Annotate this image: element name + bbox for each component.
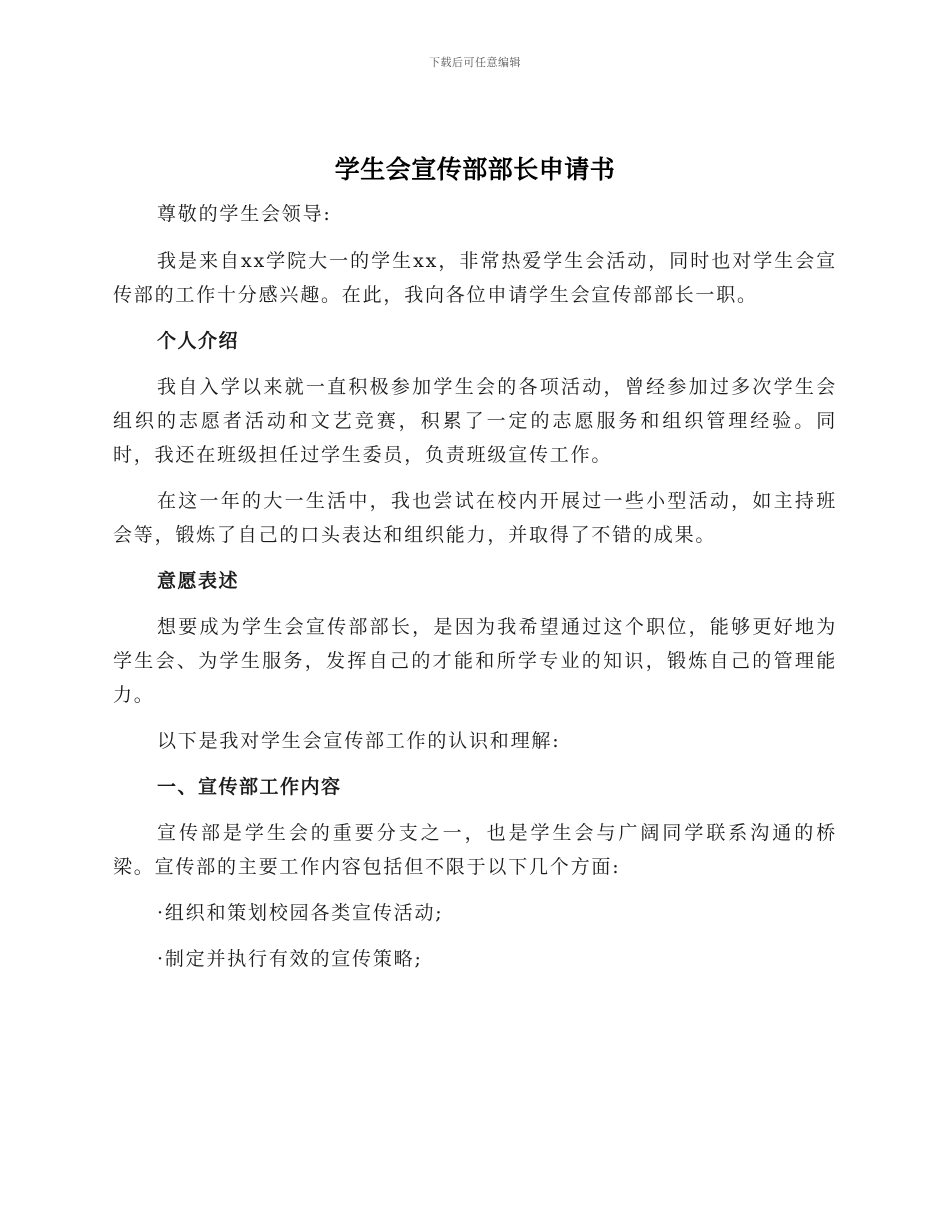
page-header: 下载后可任意编辑: [429, 56, 521, 69]
personal-paragraph-2: 在这一年的大一生活中，我也尝试在校内开展过一些小型活动，如主持班会等，锻炼了自己的口头表达和组织能力，并取得了不错的成果。: [113, 490, 837, 546]
list-item: ·组织和策划校园各类宣传活动;: [157, 902, 444, 924]
section-heading-work: 一、宣传部工作内容: [157, 776, 342, 798]
document-title: 学生会宣传部部长申请书: [334, 155, 616, 184]
document-body: [113, 197, 837, 976]
salutation: 尊敬的学生会领导:: [157, 203, 332, 225]
intent-paragraph-2: 以下是我对学生会宣传部工作的认识和理解:: [157, 730, 561, 752]
personal-paragraph-1: 我自入学以来就一直积极参加学生会的各项活动，曾经参加过多次学生会组织的志愿者活动和文艺竞赛，积累了一定的志愿服务和组织管理经验。同时，我还在班级担任过学生委员，负责班级宣传工作。: [113, 376, 837, 466]
work-paragraph-1: 宣传部是学生会的重要分支之一，也是学生会与广阔同学联系沟通的桥梁。宣传部的主要工作内容包括但不限于以下几个方面:: [113, 822, 837, 878]
intro-paragraph: 我是来自xx学院大一的学生xx，非常热爱学生会活动，同时也对学生会宣传部的工作十分感兴趣。在此，我向各位申请学生会宣传部部长一职。: [113, 250, 837, 306]
section-heading-personal: 个人介绍: [157, 330, 240, 352]
intent-paragraph-1: 想要成为学生会宣传部部长，是因为我希望通过这个职位，能够更好地为学生会、为学生服务，发挥自己的才能和所学专业的知识，锻炼自己的管理能力。: [113, 616, 837, 706]
section-heading-intent: 意愿表述: [157, 570, 240, 592]
list-item: ·制定并执行有效的宣传策略;: [157, 948, 423, 970]
